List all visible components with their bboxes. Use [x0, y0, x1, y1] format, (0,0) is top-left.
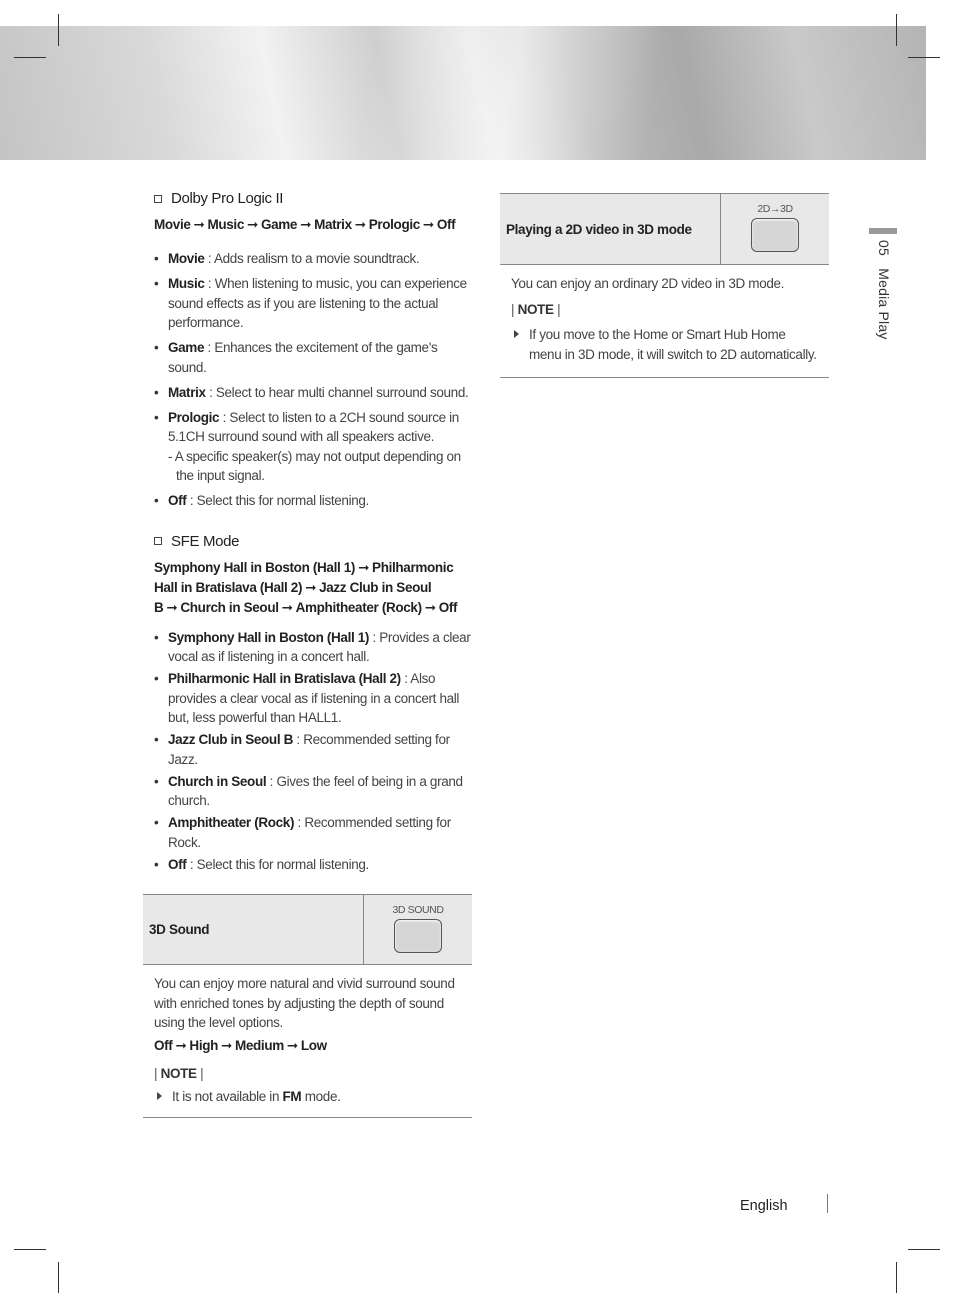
3d-sound-label: 3D Sound	[149, 922, 210, 937]
list-item: • Symphony Hall in Boston (Hall 1) : Provides a clear vocal as if listening in a concert hall.	[154, 628, 472, 667]
2d-to-3d-label: Playing a 2D video in 3D mode	[506, 221, 692, 237]
3d-sound-key-caption: 3D SOUND	[392, 904, 444, 916]
arrow-icon: ➞	[354, 217, 366, 232]
arrow-icon: ➞	[221, 1037, 232, 1053]
note-heading: | NOTE |	[511, 301, 561, 317]
arrow-icon: ➞	[281, 599, 293, 615]
note-heading: | NOTE |	[154, 1066, 204, 1081]
section-title-dolby	[154, 190, 472, 207]
list-item: • Amphitheater (Rock) : Recommended setting for Rock.	[154, 813, 472, 852]
right-column	[500, 193, 829, 378]
list-item: • Music : When listening to music, you can experience sound effects as if you are listening to the actual performance.	[154, 274, 472, 333]
2d-to-3d-function-box	[500, 193, 829, 265]
list-item: • Game : Enhances the excitement of the game's sound.	[154, 338, 472, 377]
crop-mark	[896, 1262, 897, 1293]
sfe-mode-list	[143, 628, 472, 875]
crop-mark	[14, 57, 46, 58]
section-title-sfe	[154, 533, 472, 550]
crop-mark	[58, 14, 59, 46]
dolby-title: Dolby Pro Logic II	[171, 190, 284, 207]
list-item: • Church in Seoul : Gives the feel of being in a grand church.	[154, 772, 472, 811]
arrow-icon: ➞	[422, 217, 434, 232]
3d-sound-function-box	[143, 894, 472, 965]
arrow-icon: ➞	[247, 217, 258, 232]
arrow-icon: ➞	[424, 599, 436, 615]
crop-mark	[908, 57, 940, 58]
3d-sound-description	[143, 965, 472, 1118]
dolby-mode-sequence: Movie ➞ Music ➞ Game ➞ Matrix ➞ Prologic ➞ Off	[154, 217, 456, 232]
crop-mark	[58, 1262, 59, 1293]
2d-to-3d-remote-key	[720, 194, 829, 264]
list-item: • Movie : Adds realism to a movie soundtrack.	[154, 249, 472, 269]
sfe-mode-sequence: Symphony Hall in Boston (Hall 1) ➞ Philharmonic Hall in Bratislava (Hall 2) ➞ Jazz Club in Seoul B ➞ Church in Seoul ➞ Amphitheater (Rock) ➞ Off	[154, 559, 458, 615]
list-item: • Off : Select this for normal listening.	[154, 855, 472, 875]
2d-to-3d-text: You can enjoy an ordinary 2D video in 3D mode.	[511, 276, 785, 291]
arrow-icon: ➞	[286, 1037, 298, 1053]
dolby-mode-list	[143, 249, 472, 511]
3d-sound-remote-key	[363, 895, 472, 964]
list-item: • Prologic : Select to listen to a 2CH sound source in 5.1CH surround sound with all speakers active. - A specific speaker(s) may not output depending on the input signal.	[154, 408, 472, 486]
header-banner	[0, 26, 926, 160]
list-item: • Matrix : Select to hear multi channel surround sound.	[154, 383, 472, 403]
3d-sound-text: You can enjoy more natural and vivid surround sound with enriched tones by adjusting the depth of sound using the level options.	[154, 976, 455, 1030]
2d-to-3d-key-caption: 2D→3D	[757, 203, 793, 215]
checkbox-bullet-icon	[154, 537, 162, 545]
list-item: • Philharmonic Hall in Bratislava (Hall 2) : Also provides a clear vocal as if listening in a concert hall but, less powerful than HALL1.	[154, 669, 472, 728]
left-column	[143, 190, 472, 1118]
sfe-title: SFE Mode	[171, 532, 240, 550]
remote-button-icon	[394, 919, 442, 953]
arrow-icon: ➞	[175, 1037, 187, 1053]
note-item: It is not available in FM mode.	[154, 1087, 461, 1107]
list-item: • Off : Select this for normal listening.	[154, 491, 472, 511]
sub-note: - A specific speaker(s) may not output depending on the input signal.	[168, 448, 461, 483]
remote-button-icon	[751, 218, 799, 252]
footer-language: English	[740, 1198, 788, 1214]
crop-mark	[14, 1249, 46, 1250]
footer-divider	[827, 1194, 828, 1213]
arrow-icon: ➞	[193, 217, 205, 232]
arrow-icon: ➞	[305, 579, 317, 595]
chapter-tab-label: 05 Media Play	[876, 240, 892, 340]
checkbox-bullet-icon	[154, 195, 162, 203]
arrow-icon: ➞	[300, 217, 312, 232]
note-item: If you move to the Home or Smart Hub Home menu in 3D mode, it will switch to 2D automatically.	[511, 325, 818, 364]
crop-mark	[908, 1249, 940, 1250]
2d-to-3d-description	[500, 265, 829, 378]
arrow-icon: ➞	[358, 559, 370, 575]
arrow-icon: ➞	[166, 599, 178, 615]
chapter-tab-bar	[869, 228, 897, 234]
3d-sound-options: Off ➞ High ➞ Medium ➞ Low	[154, 1037, 327, 1053]
list-item: • Jazz Club in Seoul B : Recommended setting for Jazz.	[154, 730, 472, 769]
crop-mark	[896, 14, 897, 46]
